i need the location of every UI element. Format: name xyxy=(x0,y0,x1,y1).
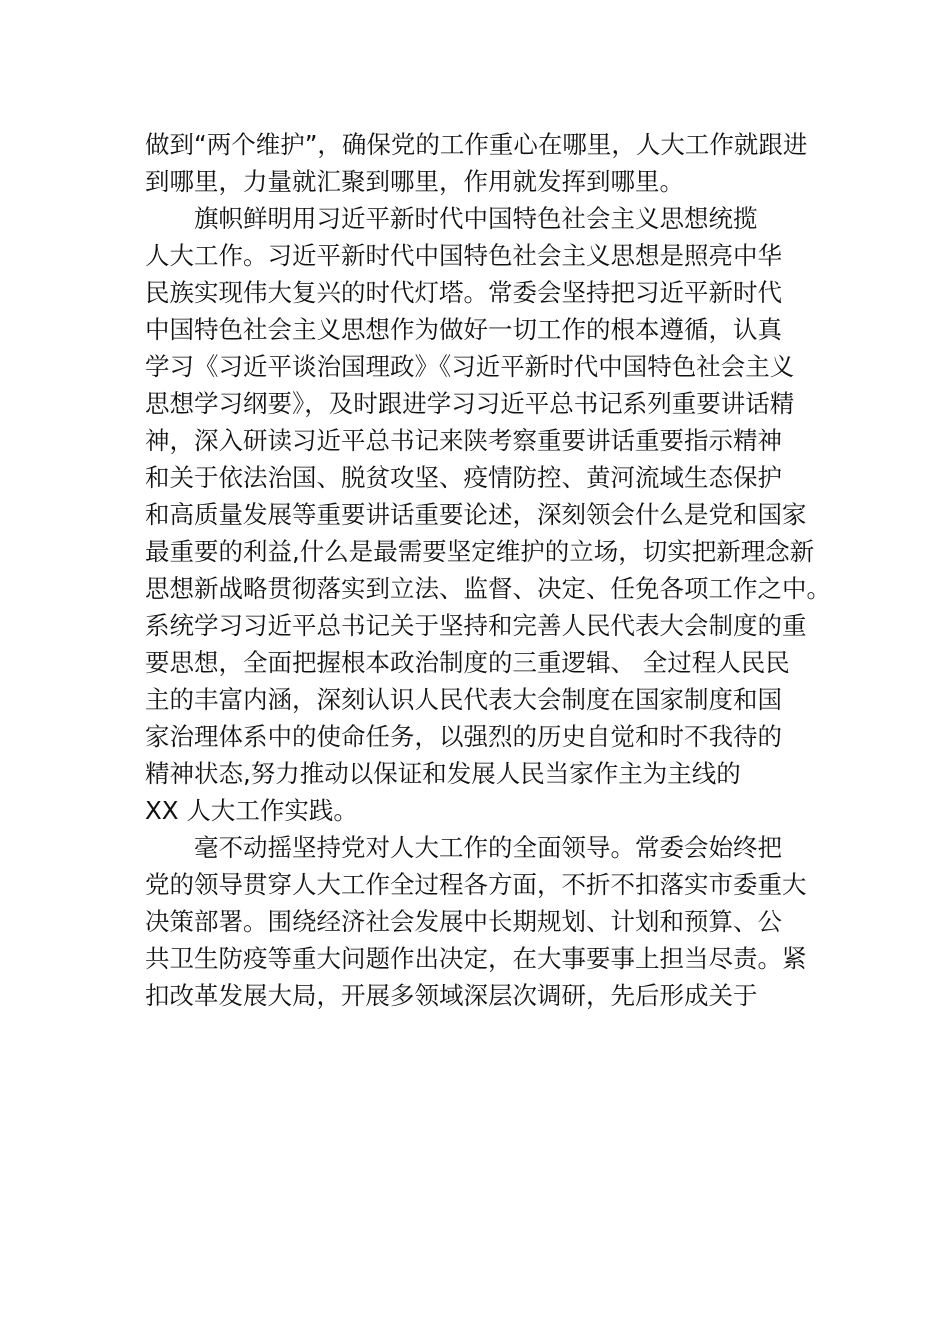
text-line: 精神状态,努力推动以保证和发展人民当家作主为主线的 xyxy=(145,759,741,788)
body-text xyxy=(145,126,845,1014)
text-line: XX 人大工作实践。 xyxy=(145,796,358,825)
paragraph-start-line: 旗帜鲜明用习近平新时代中国特色社会主义思想统揽 xyxy=(194,204,758,233)
text-line: 家治理体系中的使命任务，以强烈的历史自觉和时不我待的 xyxy=(145,722,782,751)
text-line: 最重要的利益,什么是最需要坚定维护的立场，切实把新理念新 xyxy=(145,537,815,566)
text-line: 人大工作。习近平新时代中国特色社会主义思想是照亮中华 xyxy=(145,241,782,270)
text-line: 主的丰富内涵，深刻认识人民代表大会制度在国家制度和国 xyxy=(145,685,782,714)
text-line: 思想学习纲要》，及时跟进学习习近平总书记系列重要讲话精 xyxy=(145,389,795,418)
text-line: 共卫生防疫等重大问题作出决定，在大事要事上担当尽责。紧 xyxy=(145,944,807,973)
text-line: 学习《习近平谈治国理政》《习近平新时代中国特色社会主义 xyxy=(145,352,795,381)
text-line: 系统学习习近平总书记关于坚持和完善人民代表大会制度的重 xyxy=(145,611,807,640)
text-line: 到哪里，力量就汇聚到哪里，作用就发挥到哪里。 xyxy=(145,167,684,196)
text-line: 和高质量发展等重要讲话重要论述，深刻领会什么是党和国家 xyxy=(145,500,807,529)
text-line: 神，深入研读习近平总书记来陕考察重要讲话重要指示精神 xyxy=(145,426,782,455)
text-line: 民族实现伟大复兴的时代灯塔。常委会坚持把习近平新时代 xyxy=(145,278,782,307)
text-line: 做到“两个维护”，确保党的工作重心在哪里，人大工作就跟进 xyxy=(145,130,808,159)
text-line: 扣改革发展大局，开展多领域深层次调研，先后形成关于 xyxy=(145,981,758,1010)
text-line: 思想新战略贯彻落实到立法、监督、决定、任免各项工作之中。 xyxy=(145,574,831,603)
text-line: 决策部署。围绕经济社会发展中长期规划、计划和预算、公 xyxy=(145,907,782,936)
text-line: 中国特色社会主义思想作为做好一切工作的根本遵循，认真 xyxy=(145,315,782,344)
text-line: 要思想，全面把握根本政治制度的三重逻辑、 全过程人民民 xyxy=(145,648,790,677)
paragraph-start-line: 毫不动摇坚持党对人大工作的全面领导。常委会始终把 xyxy=(194,833,782,862)
text-line: 和关于依法治国、脱贫攻坚、疫情防控、黄河流域生态保护 xyxy=(145,463,782,492)
text-line: 党的领导贯穿人大工作全过程各方面，不折不扣落实市委重大 xyxy=(145,870,807,899)
